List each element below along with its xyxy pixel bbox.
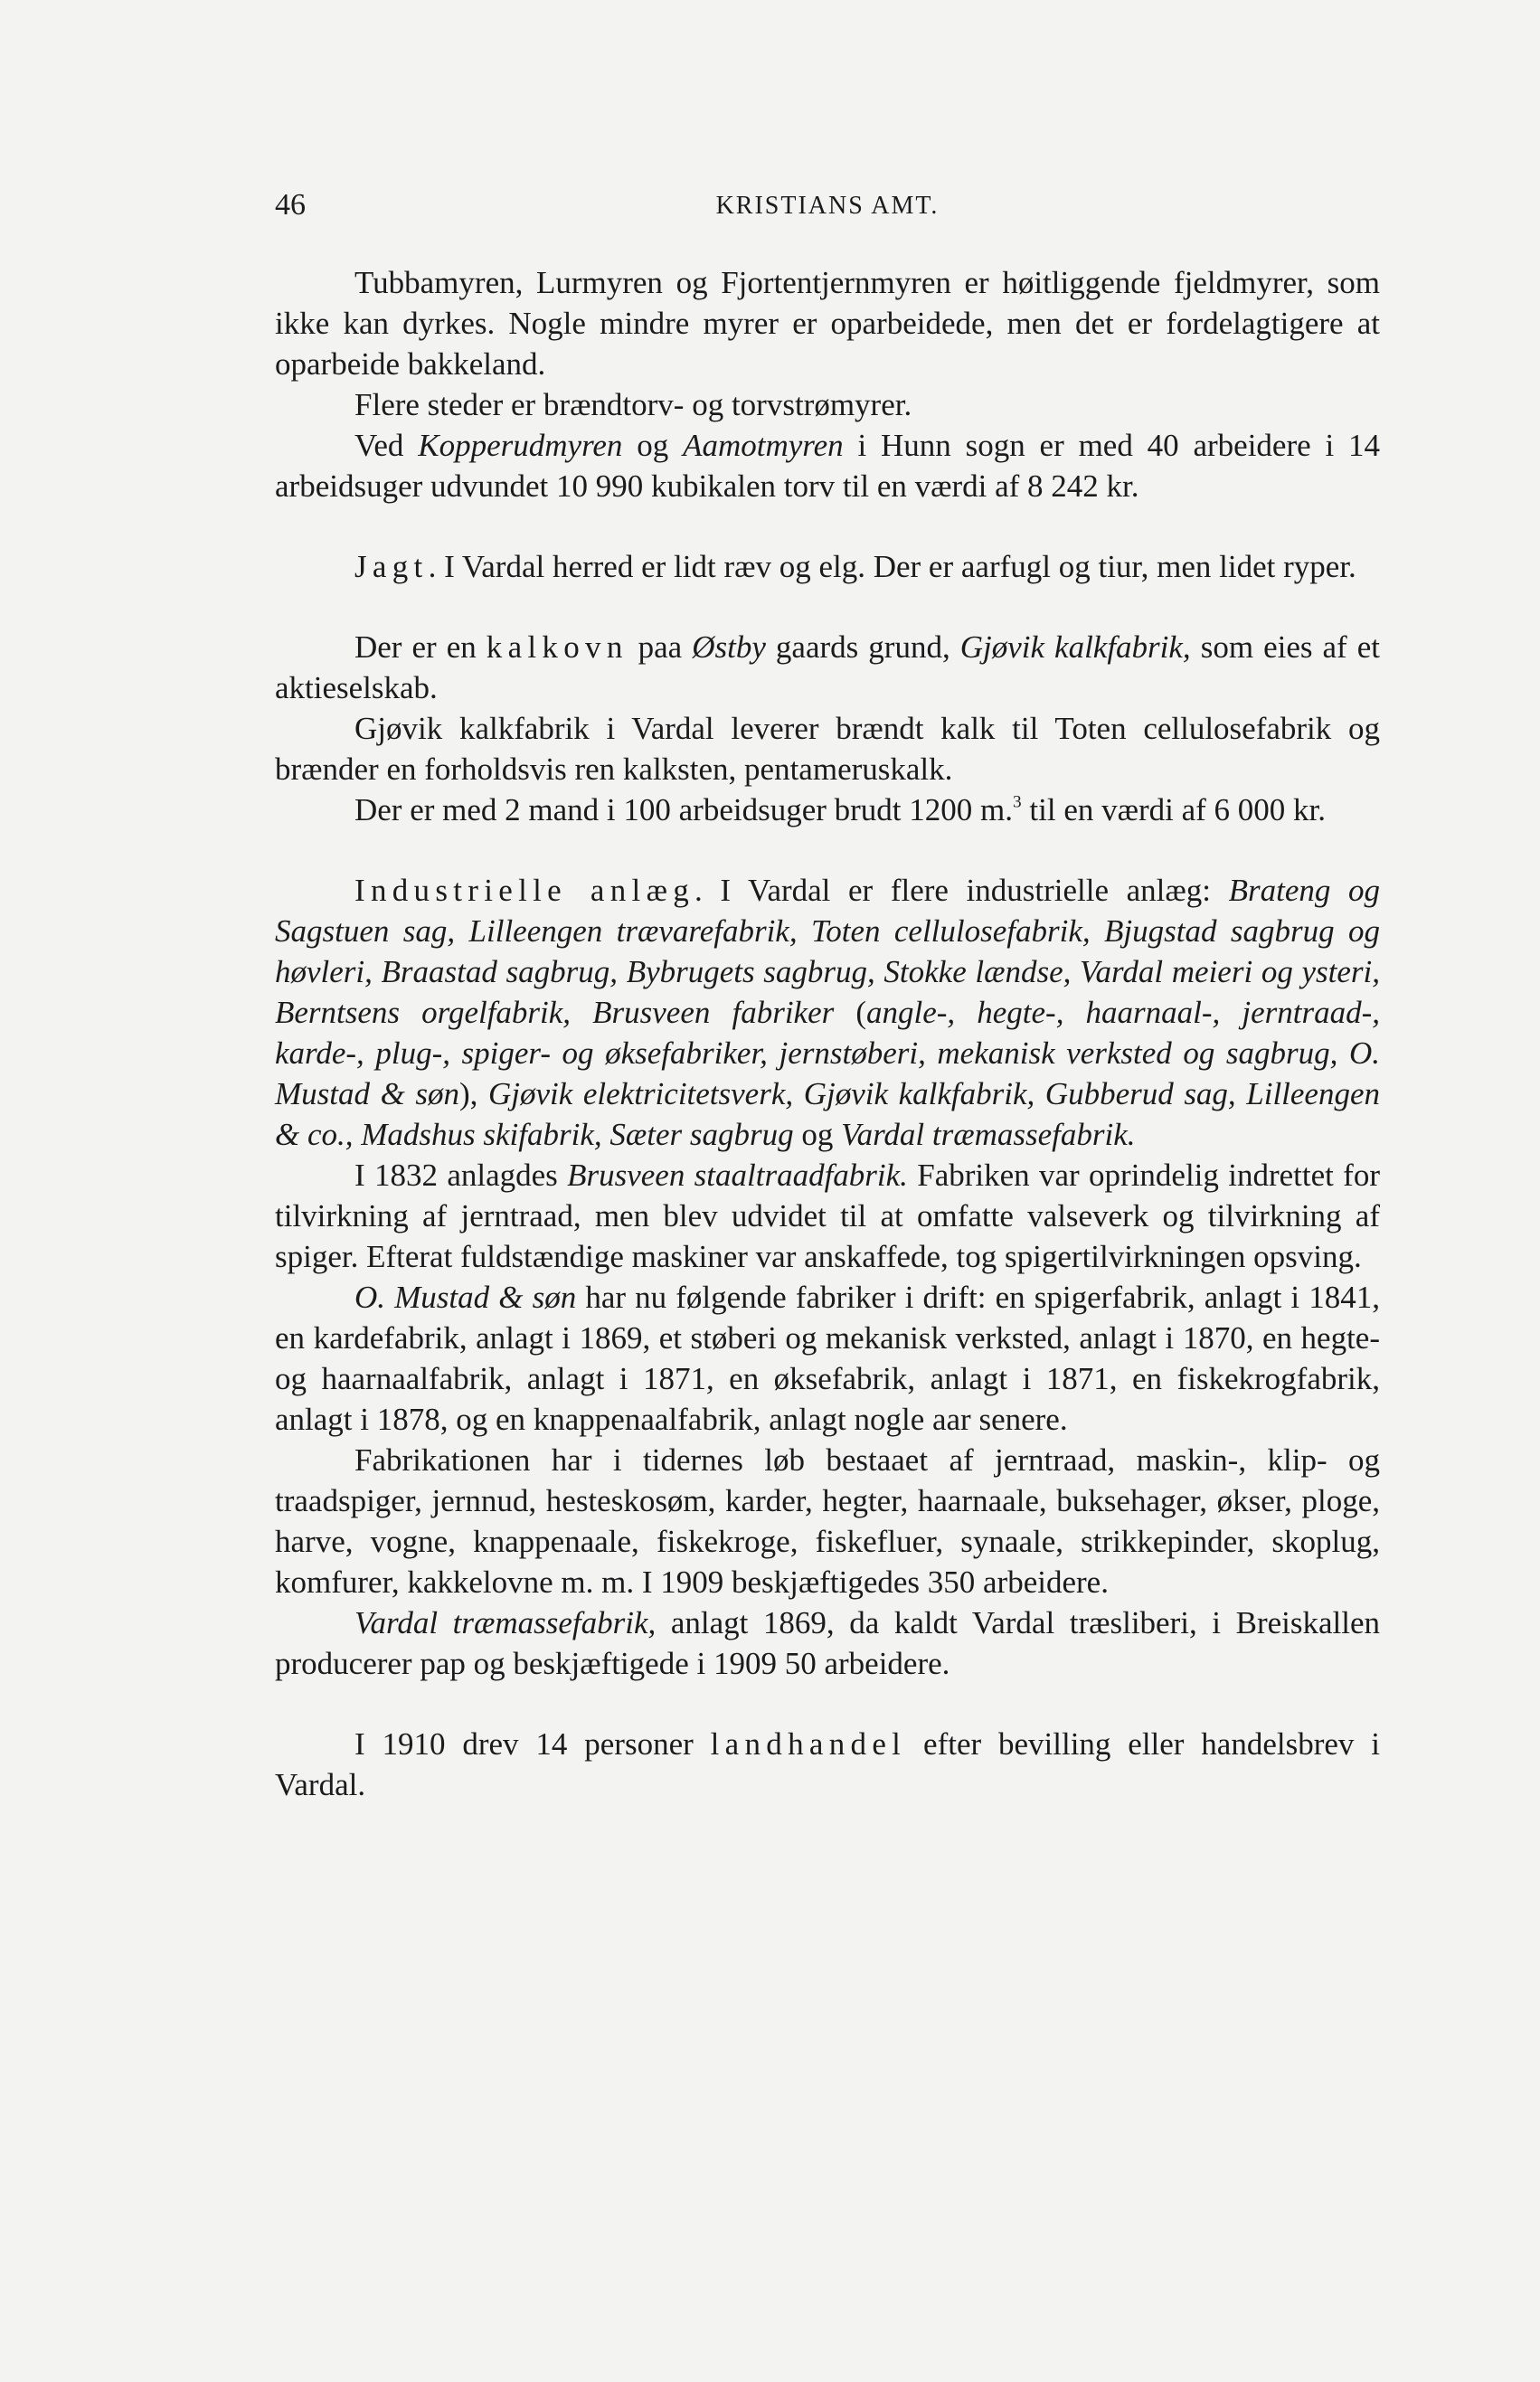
text-run: til en værdi af 6 000 kr. [1021, 792, 1326, 827]
italic-run: Gjøvik elektricitetsverk, Gjøvik kalkfabrik, Gubberud sag, Lilleengen & co., Madshus skifabrik, Sæter sagbrug [275, 1076, 1381, 1152]
paragraph [275, 425, 1380, 506]
text-run: Fabriken var oprindelig indrettet for tilvirkning af jerntraad, men blev udvidet til at omfatte valseverk og tilvirkning af spiger. Efterat fuldstændige maskiner var anskaffede, tog spigertilvirkningen opsving. [275, 1158, 1380, 1274]
italic-run: Kopperudmyren [418, 428, 623, 463]
text-run: Tubbamyren, Lurmyren og Fjortentjernmyren er høitliggende fjeldmyrer, som ikke kan dyrkes. Nogle mindre myrer er oparbeidede, men det er fordelagtigere at oparbeide bakkeland. [275, 265, 1380, 382]
paragraph [275, 1155, 1380, 1277]
italic-run: Østby [692, 629, 766, 665]
spaced-heading-run: kalkovn [486, 629, 628, 665]
paragraph [275, 870, 1380, 1155]
text-run: Fabrikationen har i tidernes løb bestaaet af jerntraad, maskin-, klip- og traadspiger, jernnud, hesteskosøm, karder, hegter, haarnaale, buksehager, økser, ploge, harve, vogne, knappenaale, fiskekroge, fiskefluer, synaale, strikkepinder, skoplug, komfurer, kakkelovne m. m. I 1909 beskjæftigedes 350 arbeidere. [275, 1442, 1380, 1600]
text-run: . I Vardal er flere industrielle anlæg: [694, 873, 1229, 908]
text-run: anlagt 1869, da kaldt Vardal træsliberi, i Breiskallen producerer pap og beskjæftigede i 1909 50 arbeidere. [275, 1605, 1381, 1681]
paragraph [275, 1724, 1380, 1805]
text-run: Gjøvik kalkfabrik i Vardal leverer brændt kalk til Toten cellulosefabrik og brænder en forholdsvis ren kalksten, pentameruskalk. [275, 711, 1380, 787]
paragraph [275, 627, 1380, 708]
running-head: KRISTIANS AMT. [715, 192, 940, 220]
text-run: Ved [354, 428, 419, 463]
italic-run: O. Mustad & søn [354, 1280, 577, 1315]
italic-run: Vardal træmassefabrik. [841, 1117, 1136, 1152]
paragraph [275, 1277, 1380, 1440]
text-run: og [793, 1117, 842, 1152]
paragraph [275, 708, 1380, 789]
body-text [275, 262, 1380, 1805]
text-run: paa [628, 629, 693, 665]
paragraph [275, 546, 1380, 587]
spaced-heading-run: landhandel [710, 1726, 907, 1762]
text-run: har nu følgende fabriker i drift: en spigerfabrik, anlagt i 1841, en kardefabrik, anlagt i 1869, et støberi og mekanisk verksted, anlagt i 1870, en hegte- og haarnaalfabrik, anlagt i 1871, en øksefabrik, anlagt i 1871, en fiskekrogfabrik, anlagt i 1878, og en knappenaalfabrik, anlagt nogle aar senere. [275, 1280, 1380, 1437]
text-run: som eies af et aktieselskab. [275, 629, 1380, 705]
italic-run: Brateng og Sagstuen sag, Lilleengen trævarefabrik, Toten cellulosefabrik, Bjugstad sagbrug og høvleri, Braastad sagbrug, Bybrugets sagbrug, Stokke lændse, Vardal meieri og ysteri, Berntsens orgelfabrik, Brusveen fabriker [275, 873, 1380, 1030]
italic-run: Vardal træmassefabrik, [354, 1605, 657, 1640]
text-run: I 1910 drev 14 personer [354, 1726, 711, 1762]
paragraph [275, 1440, 1380, 1602]
spaced-heading-run: Jagt [354, 549, 429, 584]
spaced-heading-run: Industrielle anlæg [354, 873, 695, 908]
page-number: 46 [275, 188, 306, 222]
text-run: I 1832 anlagdes [354, 1158, 568, 1193]
text-run: ), [459, 1076, 489, 1111]
paragraph [275, 262, 1380, 384]
text-run: gaards grund, [765, 629, 960, 665]
text-run: i Hunn sogn er med 40 arbeidere i 14 arbeidsuger udvundet 10 990 kubikalen torv til en værdi af 8 242 kr. [275, 428, 1381, 504]
text-run: Der er med 2 mand i 100 arbeidsuger brudt 1200 m. [354, 792, 1014, 827]
text-run: ( [834, 995, 866, 1030]
paragraph [275, 1602, 1380, 1684]
italic-run: angle-, hegte-, haarnaal-, jerntraad-, karde-, plug-, spiger- og øksefabriker, jernstøberi, mekanisk verksted og sagbrug, O. Mustad & søn [275, 995, 1381, 1111]
page-header [275, 188, 1380, 228]
text-run: . I Vardal herred er lidt ræv og elg. Der er aarfugl og tiur, men lidet ryper. [428, 549, 1356, 584]
italic-run: Gjøvik kalkfabrik, [959, 629, 1191, 665]
text-run: og [622, 428, 684, 463]
text-run: Der er en [354, 629, 487, 665]
text-run: efter bevilling eller handelsbrev i Vardal. [275, 1726, 1380, 1802]
paragraph [275, 384, 1380, 425]
paragraph [275, 789, 1380, 830]
text-run: Flere steder er brændtorv- og torvstrømyrer. [354, 387, 912, 422]
italic-run: Aamotmyren [683, 428, 844, 463]
italic-run: Brusveen staaltraadfabrik. [567, 1158, 908, 1193]
superscript-run: 3 [1013, 792, 1022, 812]
